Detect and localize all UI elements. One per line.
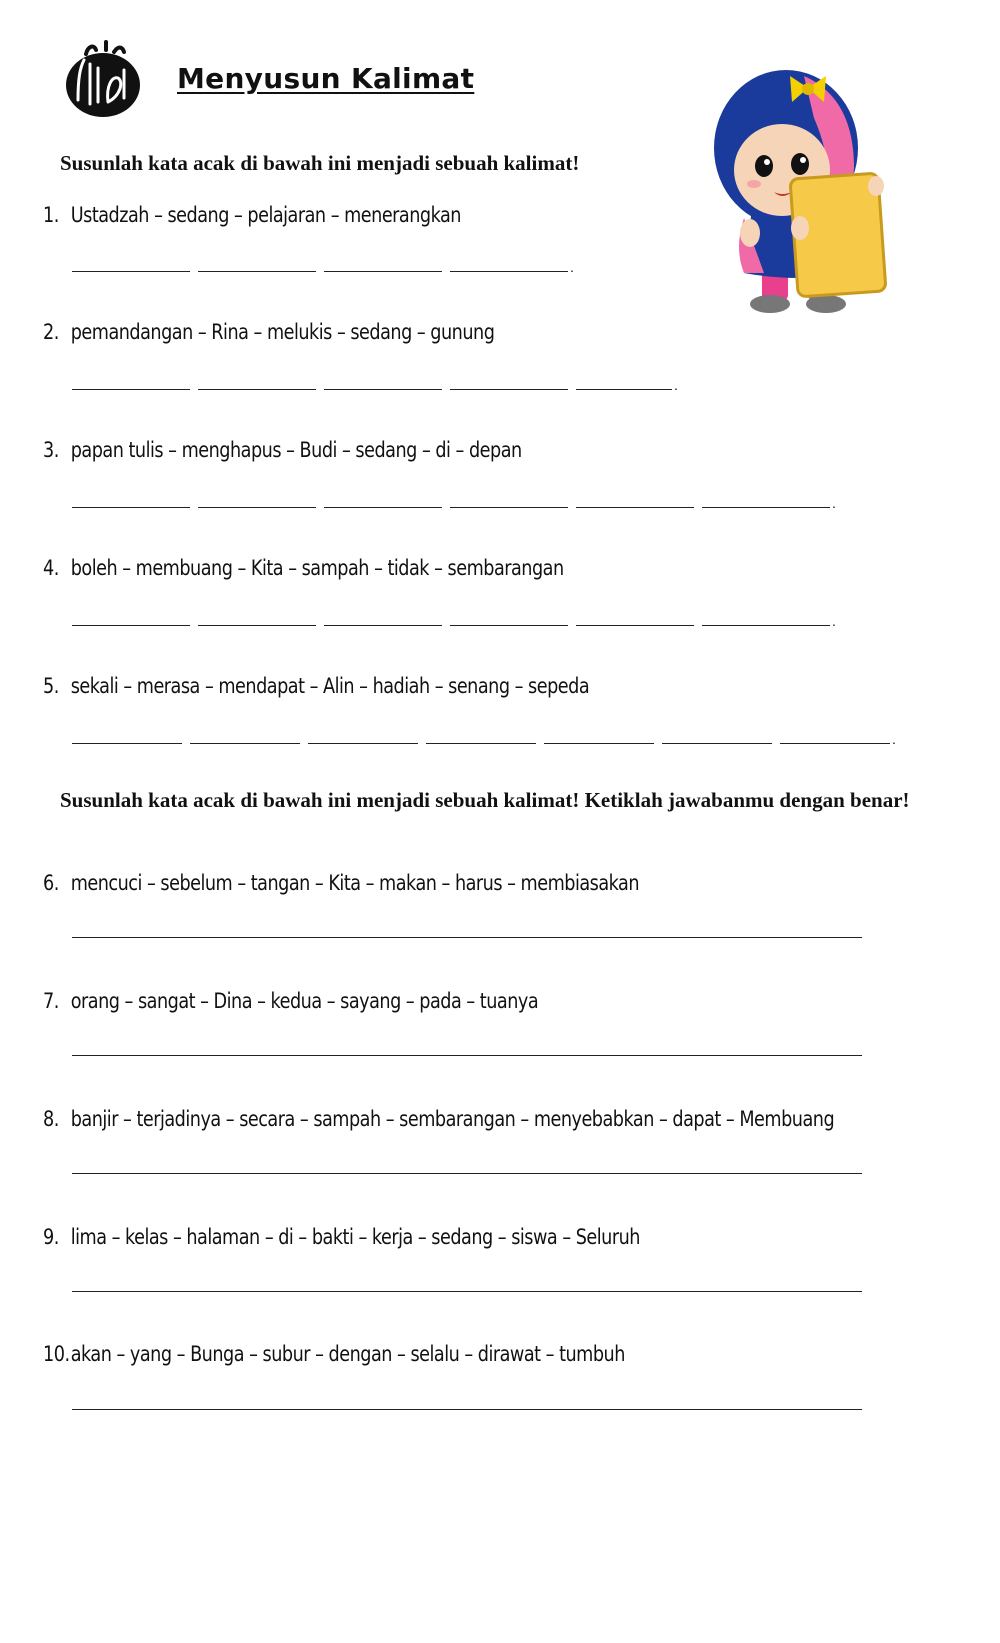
sentence-period: . <box>570 259 574 275</box>
question-number: 4. <box>43 556 59 580</box>
scrambled-words: sekali – merasa – mendapat – Alin – hadiah – senang – sepeda <box>70 674 590 698</box>
question-number: 5. <box>43 674 59 698</box>
question-number: 1. <box>43 203 59 227</box>
scrambled-words: mencuci – sebelum – tangan – Kita – makan – harus – membiasakan <box>70 871 640 895</box>
sentence-period: . <box>832 613 836 629</box>
sentence-period: . <box>832 495 836 511</box>
question-item <box>43 989 538 1013</box>
question-number: 9. <box>43 1225 59 1249</box>
scrambled-words: orang – sangat – Dina – kedua – sayang – pada – tuanya <box>70 989 539 1013</box>
question-number: 8. <box>43 1107 59 1131</box>
answer-line[interactable] <box>72 1173 862 1174</box>
question-number: 2. <box>43 320 59 344</box>
question-item <box>43 1342 625 1366</box>
question-item <box>43 1107 834 1131</box>
answer-line[interactable] <box>72 1409 862 1410</box>
question-item <box>43 871 639 895</box>
answer-line[interactable] <box>72 937 862 938</box>
page-title: Menyusun Kalimat <box>177 62 475 95</box>
question-number: 3. <box>43 438 59 462</box>
answer-line[interactable] <box>72 1055 862 1056</box>
question-item <box>43 320 494 344</box>
sentence-period: . <box>892 731 896 747</box>
question-number: 6. <box>43 871 59 895</box>
scrambled-words: lima – kelas – halaman – di – bakti – kerja – sedang – siswa – Seluruh <box>70 1225 640 1249</box>
scrambled-words: banjir – terjadinya – secara – sampah – sembarangan – menyebabkan – dapat – Membuang <box>70 1107 835 1131</box>
question-item <box>43 203 461 227</box>
hijab-girl-mascot-icon <box>704 58 904 323</box>
answer-blanks[interactable] <box>72 612 836 629</box>
answer-blanks[interactable] <box>72 258 574 275</box>
answer-blanks[interactable] <box>72 494 836 511</box>
answer-line[interactable] <box>72 1291 862 1292</box>
question-item <box>43 674 589 698</box>
sentence-period: . <box>674 377 678 393</box>
answer-blanks[interactable] <box>72 730 896 747</box>
scrambled-words: Ustadzah – sedang – pelajaran – menerangkan <box>70 203 461 227</box>
scrambled-words: akan – yang – Bunga – subur – dengan – selalu – dirawat – tumbuh <box>70 1342 625 1366</box>
instruction-text: Susunlah kata acak di bawah ini menjadi sebuah kalimat! <box>60 151 580 175</box>
calligraphy-logo-icon <box>62 38 144 120</box>
question-item <box>43 1225 640 1249</box>
instruction-text: Susunlah kata acak di bawah ini menjadi sebuah kalimat! Ketiklah jawabanmu dengan benar! <box>60 788 910 812</box>
scrambled-words: papan tulis – menghapus – Budi – sedang – di – depan <box>70 438 522 462</box>
scrambled-words: boleh – membuang – Kita – sampah – tidak – sembarangan <box>70 556 564 580</box>
answer-blanks[interactable] <box>72 376 678 393</box>
question-item <box>43 438 522 462</box>
scrambled-words: pemandangan – Rina – melukis – sedang – gunung <box>70 320 495 344</box>
question-number: 7. <box>43 989 59 1013</box>
question-number: 10. <box>43 1342 70 1366</box>
question-item <box>43 556 564 580</box>
